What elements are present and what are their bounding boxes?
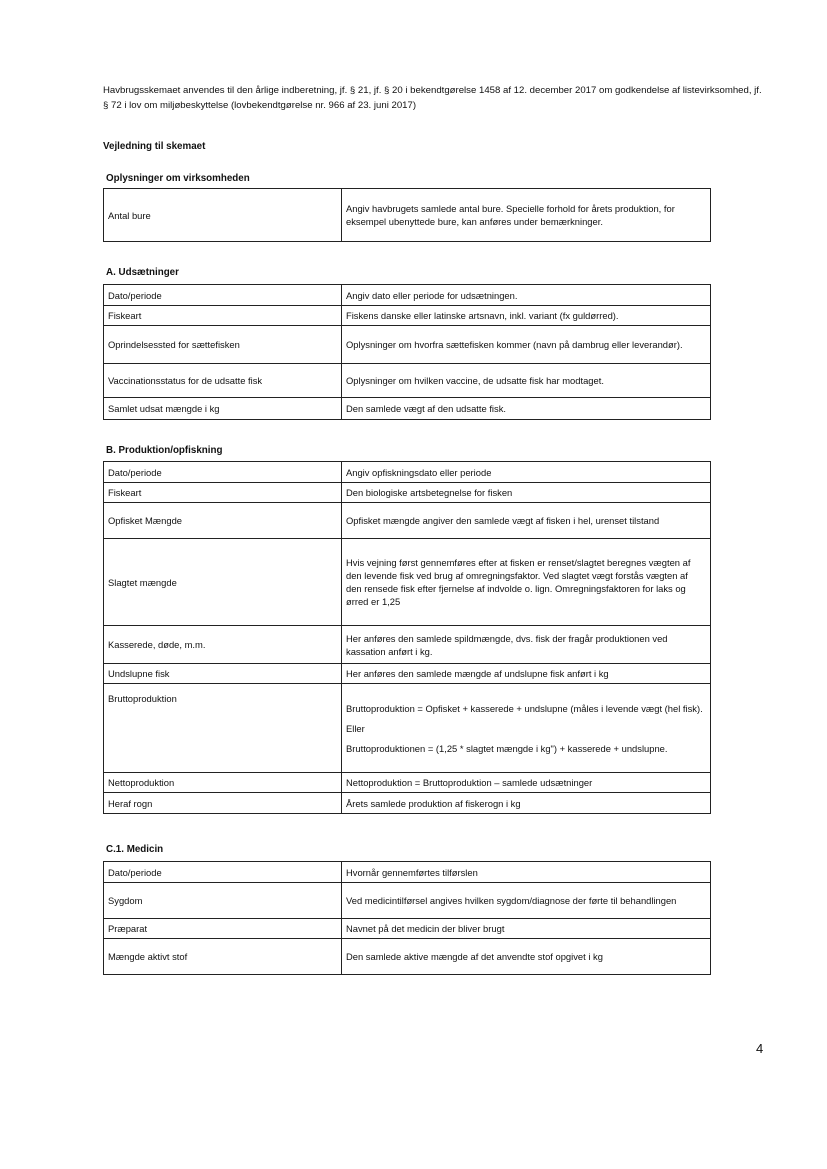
description-line: Eller: [346, 722, 365, 734]
table-row: [104, 326, 711, 364]
row-label: Antal bure: [104, 189, 342, 242]
row-description: [342, 306, 711, 326]
description-line: Årets samlede produktion af fiskerogn i kg: [346, 797, 521, 809]
row-label: Dato/periode: [104, 462, 342, 483]
row-label: Slagtet mængde: [104, 539, 342, 626]
description-line: Hvornår gennemførtes tilførslen: [346, 866, 478, 878]
table-row: [104, 189, 711, 242]
row-label: Dato/periode: [104, 862, 342, 883]
row-label: Fiskeart: [104, 306, 342, 326]
row-description: [342, 462, 711, 483]
description-line: Den biologiske artsbetegnelse for fisken: [346, 487, 513, 498]
table-row: [104, 285, 711, 306]
description-line: Angiv dato eller periode for udsætningen.: [346, 289, 518, 301]
table-row: [104, 773, 711, 793]
row-label: Undslupne fisk: [104, 664, 342, 684]
row-label: Heraf rogn: [104, 793, 342, 814]
description-line: Den samlede aktive mængde af det anvendte stof opgivet i kg: [346, 951, 603, 962]
description-line: Her anføres den samlede spildmængde, dvs. fisk der fragår produktionen ved kassation anført i kg.: [346, 632, 668, 657]
description-line: Hvis vejning først gennemføres efter at fisken er renset/slagtet beregnes vægten af den levende fisk ved brug af omregningsfaktor. Ved slagtet vægt forstås vægten af den rensede fisk efter fjernelse af indvolde o. lign. Omregningsfaktoren for laks og ørred er 1,25: [346, 557, 691, 607]
row-description: [342, 939, 711, 975]
table-udsaetninger: [103, 284, 711, 420]
description-line: Fiskens danske eller latinske artsnavn, inkl. variant (fx guldørred).: [346, 310, 619, 321]
description-line: Her anføres den samlede mængde af undslupne fisk anført i kg: [346, 668, 609, 679]
table-row: [104, 539, 711, 626]
row-description: [342, 398, 711, 420]
section-title-virksomhed: Oplysninger om virksomheden: [106, 173, 250, 184]
row-label: Samlet udsat mængde i kg: [104, 398, 342, 420]
table-produktion: [103, 461, 711, 814]
table-virksomhed: [103, 188, 711, 242]
row-label: Vaccinationsstatus for de udsatte fisk: [104, 364, 342, 398]
row-description: [342, 793, 711, 814]
section-title-produktion: B. Produktion/opfiskning: [106, 445, 223, 456]
table-row: [104, 398, 711, 420]
row-description: [342, 326, 711, 364]
row-label: Bruttoproduktion: [104, 684, 342, 773]
description-line: Ved medicintilførsel angives hvilken sygdom/diagnose der førte til behandlingen: [346, 895, 677, 906]
table-row: [104, 306, 711, 326]
description-line: Den samlede vægt af den udsatte fisk.: [346, 403, 506, 414]
row-description: [342, 883, 711, 919]
row-label: Dato/periode: [104, 285, 342, 306]
row-description: [342, 503, 711, 539]
row-label: Kasserede, døde, m.m.: [104, 626, 342, 664]
row-description: [342, 862, 711, 883]
table-row: [104, 503, 711, 539]
row-label: Mængde aktivt stof: [104, 939, 342, 975]
row-description: [342, 626, 711, 664]
row-label: Præparat: [104, 919, 342, 939]
description-line: Oplysninger om hvorfra sættefisken kommer (navn på dambrug eller leverandør).: [346, 339, 683, 350]
description-line: Opfisket mængde angiver den samlede vægt af fisken i hel, urenset tilstand: [346, 515, 660, 526]
table-row: [104, 462, 711, 483]
table-row: [104, 793, 711, 814]
description-line: Angiv opfiskningsdato eller periode: [346, 466, 492, 478]
description-line: Navnet på det medicin der bliver brugt: [346, 923, 505, 934]
row-description: [342, 364, 711, 398]
section-title-medicin: C.1. Medicin: [106, 844, 164, 855]
table-row: [104, 664, 711, 684]
intro-paragraph: Havbrugsskemaet anvendes til den årlige indberetning, jf. § 21, jf. § 20 i bekendtgørelse 1458 af 12. december 2017 om godkendelse af listevirksomhed, jf. § 72 i lov om miljøbeskyttelse (lovbekendtgørelse nr. 966 af 23. juni 2017): [103, 85, 762, 111]
table-row: [104, 626, 711, 664]
table-row: [104, 364, 711, 398]
row-description: [342, 189, 711, 242]
description-line: Bruttoproduktionen = (1,25 * slagtet mængde i kg") + kasserede + undslupne.: [346, 742, 668, 754]
table-medicin: [103, 861, 711, 975]
section-title-udsaetninger: A. Udsætninger: [106, 267, 179, 278]
table-row: [104, 862, 711, 883]
row-label: Fiskeart: [104, 483, 342, 503]
row-description: [342, 539, 711, 626]
description-line: Bruttoproduktion = Opfisket + kasserede + undslupne (måles i levende vægt (hel fisk).: [346, 702, 703, 714]
row-description: [342, 684, 711, 773]
row-description: [342, 285, 711, 306]
row-description: [342, 773, 711, 793]
table-row: [104, 919, 711, 939]
description-line: Nettoproduktion = Bruttoproduktion – samlede udsætninger: [346, 777, 593, 788]
page-number: 4: [756, 1041, 764, 1056]
row-label: Opfisket Mængde: [104, 503, 342, 539]
table-row: [104, 939, 711, 975]
row-description: [342, 919, 711, 939]
row-description: [342, 483, 711, 503]
description-line: Oplysninger om hvilken vaccine, de udsatte fisk har modtaget.: [346, 375, 604, 386]
table-row: [104, 883, 711, 919]
guide-title: Vejledning til skemaet: [103, 141, 206, 152]
row-label: Sygdom: [104, 883, 342, 919]
row-description: [342, 664, 711, 684]
table-row: [104, 483, 711, 503]
row-label: Oprindelsessted for sættefisken: [104, 326, 342, 364]
table-row: [104, 684, 711, 773]
row-label: Nettoproduktion: [104, 773, 342, 793]
description-line: Angiv havbrugets samlede antal bure. Specielle forhold for årets produktion, for eksempel ubenyttede bure, kan anføres under bemærkninger.: [346, 203, 675, 227]
